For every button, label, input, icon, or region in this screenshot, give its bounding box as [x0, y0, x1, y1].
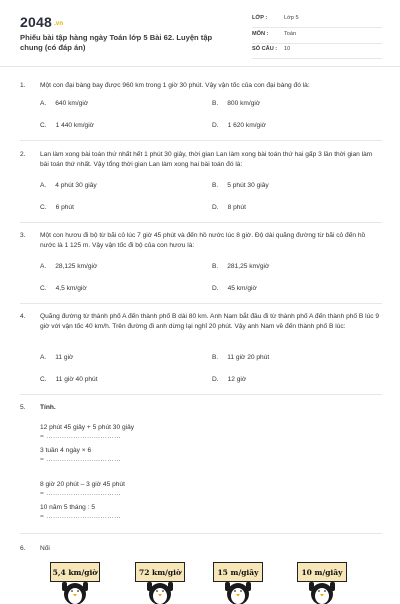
divider	[20, 394, 382, 395]
option-letter: A.	[40, 182, 47, 189]
option-3d[interactable]	[212, 285, 257, 292]
question-number: 2.	[20, 151, 26, 158]
option-1d[interactable]	[212, 122, 266, 129]
option-text: 8 phút	[227, 204, 246, 211]
calc-expression: 12 phút 45 giây + 5 phút 30 giây	[40, 424, 135, 431]
card-label: 15 m/giây	[213, 562, 263, 582]
option-text: 45 km/giờ	[227, 285, 257, 292]
option-1b[interactable]	[212, 100, 260, 107]
meta-question-count	[252, 46, 382, 59]
answer-blank[interactable]: = ……………………………	[40, 456, 121, 463]
calc-item-2	[40, 446, 121, 464]
calc-expression: 3 tuần 4 ngày × 6	[40, 447, 92, 454]
card-label: 5,4 km/giờ	[50, 562, 100, 582]
calc-expression: 10 năm 5 tháng : 5	[40, 504, 95, 511]
option-3b[interactable]	[212, 263, 269, 270]
penguin-icon	[146, 580, 174, 604]
question-text: Một con hươu đi bộ từ bãi cỏ lúc 7 giờ 45 phút và đến hồ nước lúc 8 giờ. Độ dài quãng đường từ bãi cỏ đến hồ nước là 1 125 m. Vậy vận tốc đi bộ của con hươu là:	[40, 232, 366, 249]
option-letter: D.	[212, 376, 219, 383]
option-2c[interactable]	[40, 204, 74, 211]
option-2b[interactable]	[212, 182, 269, 189]
answer-blank[interactable]: = ……………………………	[40, 490, 121, 497]
question-number: 5.	[20, 404, 26, 411]
option-text: 6 phút	[55, 204, 74, 211]
speed-card[interactable]	[213, 562, 263, 600]
option-letter: C.	[40, 204, 47, 211]
option-4b[interactable]	[212, 354, 269, 361]
calc-item-1	[40, 423, 134, 441]
speed-card[interactable]	[50, 562, 100, 600]
option-3c[interactable]	[40, 285, 87, 292]
meta-value: Lớp 5	[284, 15, 299, 21]
question-number: 6.	[20, 545, 26, 552]
meta-label: LỚP :	[252, 15, 268, 21]
question-text: Lan làm xong bài toán thứ nhất hết 1 phút 30 giây, thời gian Lan làm xong bài toán thứ hai gấp 3 lần thời gian làm bài toán thứ nhất. Vậy tổng thời gian Lan làm xong hai bài toán đó là:	[40, 151, 373, 168]
meta-class	[252, 15, 382, 28]
question-number: 1.	[20, 82, 26, 89]
option-letter: C.	[40, 376, 47, 383]
option-letter: D.	[212, 204, 219, 211]
option-1c[interactable]	[40, 122, 94, 129]
option-text: 4,5 km/giờ	[55, 285, 87, 292]
card-label: 10 m/giây	[297, 562, 347, 582]
logo-text: 2048	[20, 14, 52, 30]
option-2a[interactable]	[40, 182, 97, 189]
option-text: 28,125 km/giờ	[55, 263, 98, 270]
option-letter: D.	[212, 285, 219, 292]
speed-card[interactable]	[297, 562, 347, 600]
question-number: 4.	[20, 313, 26, 320]
option-letter: A.	[40, 354, 47, 361]
divider	[20, 140, 382, 141]
card-label: 72 km/giờ	[135, 562, 185, 582]
worksheet-title: Phiếu bài tập hàng ngày Toán lớp 5 Bài 62. Luyện tập chung (có đáp án)	[20, 33, 213, 52]
option-text: 1 440 km/giờ	[55, 122, 95, 129]
question-number: 3.	[20, 232, 26, 239]
option-letter: D.	[212, 122, 219, 129]
option-text: 640 km/giờ	[55, 100, 89, 107]
option-4a[interactable]	[40, 354, 73, 361]
option-text: 281,25 km/giờ	[227, 263, 270, 270]
site-logo[interactable]	[20, 14, 63, 30]
speed-card[interactable]	[135, 562, 185, 600]
option-text: 4 phút 30 giây	[55, 182, 97, 189]
question-text: Một con đại bàng bay được 960 km trong 1 giờ 30 phút. Vậy vận tốc của con đại bàng đó là:	[40, 82, 310, 89]
question-text: Tính.	[40, 404, 56, 411]
option-text: 11 giờ 20 phút	[227, 354, 270, 361]
option-3a[interactable]	[40, 263, 97, 270]
answer-blank[interactable]: = ……………………………	[40, 433, 121, 440]
option-letter: A.	[40, 263, 47, 270]
matching-cards	[0, 562, 400, 600]
penguin-icon	[61, 580, 89, 604]
divider	[20, 533, 382, 534]
option-letter: C.	[40, 122, 47, 129]
question-text: Nối	[40, 545, 50, 552]
meta-label: SỐ CÂU :	[252, 46, 278, 52]
penguin-icon	[224, 580, 252, 604]
answer-blank[interactable]: = ……………………………	[40, 513, 121, 520]
option-1a[interactable]	[40, 100, 88, 107]
option-4d[interactable]	[212, 376, 246, 383]
option-letter: A.	[40, 100, 47, 107]
option-letter: B.	[212, 100, 219, 107]
option-letter: B.	[212, 263, 219, 270]
question-text: Quãng đường từ thành phố A đến thành phố B dài 80 km. Anh Nam bắt đầu đi từ thành phố A đến thành phố B lúc 9 giờ với vận tốc 40 km/h. Trên đường đi anh dừng lại nghỉ 20 phút. Vậy anh Nam về đến thành phố B lúc:	[40, 313, 380, 330]
meta-label: MÔN :	[252, 31, 269, 37]
logo-suffix: .vn	[53, 21, 64, 27]
option-4c[interactable]	[40, 376, 98, 383]
option-letter: B.	[212, 354, 219, 361]
option-letter: C.	[40, 285, 47, 292]
option-text: 1 620 km/giờ	[227, 122, 267, 129]
divider	[20, 222, 382, 223]
meta-value: Toán	[284, 31, 297, 37]
meta-subject	[252, 31, 382, 44]
option-text: 11 giờ 40 phút	[55, 376, 98, 383]
option-text: 800 km/giờ	[227, 100, 261, 107]
calc-expression: 8 giờ 20 phút – 3 giờ 45 phút	[40, 481, 125, 488]
penguin-icon	[308, 580, 336, 604]
divider	[20, 303, 382, 304]
option-letter: B.	[212, 182, 219, 189]
page-header	[0, 0, 400, 67]
meta-value: 10	[284, 46, 291, 52]
option-text: 11 giờ	[55, 354, 74, 361]
option-2d[interactable]	[212, 204, 246, 211]
option-text: 5 phút 30 giây	[227, 182, 269, 189]
option-text: 12 giờ	[227, 376, 247, 383]
calc-item-3	[40, 480, 125, 498]
calc-item-4	[40, 503, 121, 521]
